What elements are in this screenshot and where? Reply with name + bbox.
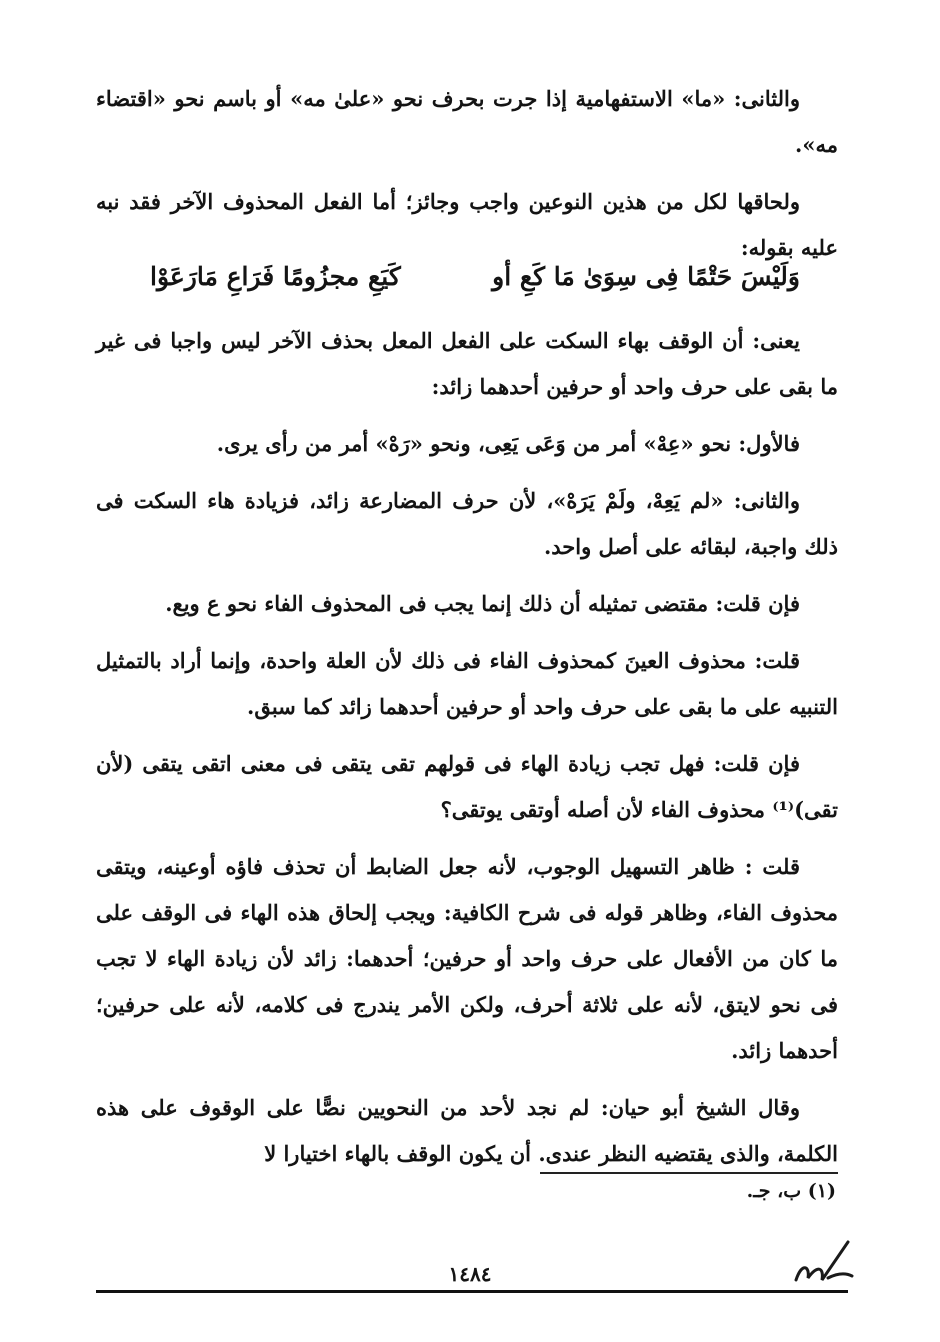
paragraph: فإن قلت: فهل تجب زيادة الهاء فى قولهم تقى يتقى فى معنى اتقى يتقى (لأن تقى)⁽¹⁾ محذوف الفاء لأن أصله أوتقى يوتقى؟ <box>96 751 838 822</box>
poem-hemistich-1: وَلَيْسَ حَتْمًا فِى سِوَىٰ مَا كَعِ أو <box>492 262 800 291</box>
footnote: (١) ب، جـ. <box>746 1180 836 1202</box>
paragraph: قلت : ظاهر التسهيل الوجوب، لأنه جعل الضابط أن تحذف فاؤه أوعينه، ويتقى محذوف الفاء، وظاهر قوله فى شرح الكافية: ويجب إلحاق هذه الهاء فى الوقف على ما كان من الأفعال على حرف واحد أو حرفين؛ أحدهما: زائد لأن زيادة الهاء لا تجب فى نحو لايتق، لأنه على ثلاثة أحرف، ولكن الأمر يندرج فى كلامه، لأنه على حرفين؛ أحدهما زائد. <box>96 854 838 1063</box>
poem-hemistich-2: كَيَعِ مجزُومًا فَرَاعِ مَارَعَوْا <box>150 262 401 291</box>
page-number: ١٤٨٤ <box>448 1262 492 1286</box>
poem-verse <box>150 262 800 291</box>
paragraph: والثانى: «ما» الاستفهامية إذا جرت بحرف نحو «علىٰ مه» أو باسم نحو «اقتضاء مه». <box>96 86 838 157</box>
paragraph: يعنى: أن الوقف بهاء السكت على الفعل المعل بحذف الآخر ليس واجبا فى غير ما بقى على حرف واحد أو حرفين أحدهما زائد: <box>96 328 838 399</box>
paragraph: ولحاقها لكل من هذين النوعين واجب وجائز؛ أما الفعل المحذوف الآخر فقد نبه عليه بقوله: <box>96 189 838 260</box>
footnote-divider <box>540 1172 838 1174</box>
text-main <box>96 318 838 1188</box>
paragraph: قلت: محذوف العينَ كمحذوف الفاء فى ذلك لأن العلة واحدة، وإنما أراد بالتمثيل التنبيه على ما بقى على حرف واحد أو حرفين أحدهما زائد كما سبق. <box>96 648 838 719</box>
text-top <box>96 76 838 282</box>
paragraph: فالأول: نحو «عِهْ» أمر من وَعَى يَعِى، ونحو «رَهْ» أمر من رأى يرى. <box>216 431 800 456</box>
paragraph: وقال الشيخ أبو حيان: لم نجد لأحد من النحويين نصًّا على الوقوف على هذه الكلمة، والذى يقتضيه النظر عندى. أن يكون الوقف بالهاء اختيارا لا <box>96 1095 838 1166</box>
bottom-divider <box>96 1290 848 1293</box>
paragraph: والثانى: «لم يَعِهْ، ولَمْ يَرَهْ»، لأن حرف المضارعة زائد، فزيادة هاء السكت فى ذلك واجبة، لبقائه على أصل واحد. <box>96 488 838 559</box>
paragraph: فإن قلت: مقتضى تمثيله أن ذلك إنما يجب فى المحذوف الفاء نحو ع ويع. <box>165 591 800 616</box>
